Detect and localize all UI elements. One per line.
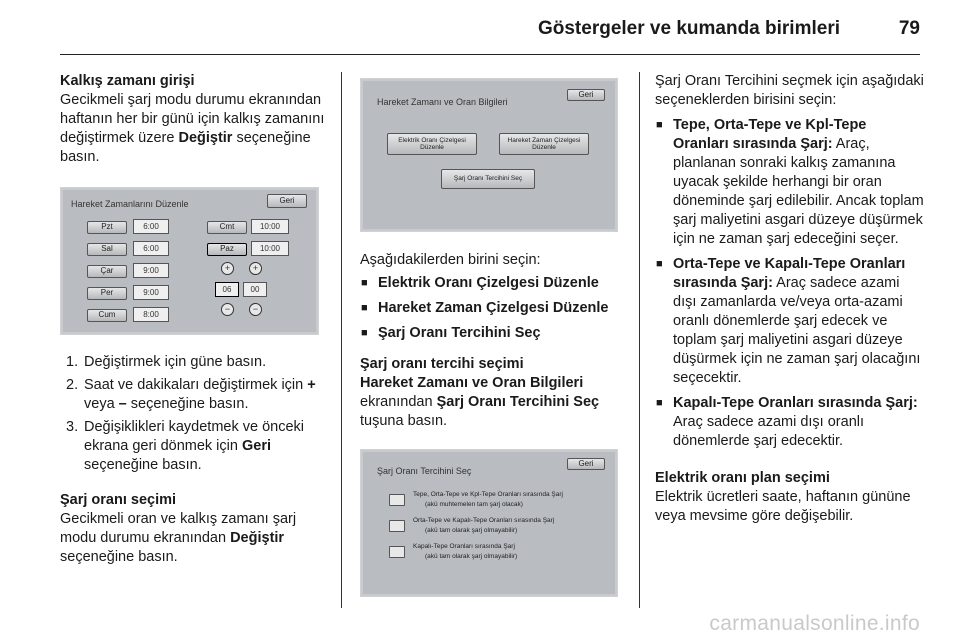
step-number: 1.: [66, 354, 79, 370]
bold-term: Şarj Oranı Tercihini Seç: [436, 394, 600, 410]
time-value: 10:00: [251, 241, 289, 256]
option-text: [413, 542, 517, 562]
option-list: [655, 116, 925, 451]
list-item: ■ Şarj Oranı Tercihini Seç: [360, 324, 626, 343]
paragraph: Elektrik ücretleri saate, haftanın gününe veya mevsime göre değişebilir.: [655, 489, 911, 524]
step-number: 3.: [66, 419, 79, 435]
section-heading: Elektrik oranı plan seçimi: [655, 470, 830, 486]
hour-value: 06: [215, 282, 239, 297]
step-number: 2.: [66, 377, 79, 393]
screen-title: Şarj Oranı Tercihini Seç: [377, 466, 472, 476]
list-item: ■ Elektrik Oranı Çizelgesi Düzenle: [360, 274, 626, 293]
text: seçeneğine basın.: [126, 396, 249, 412]
bold-term: Tepe, Orta-Tepe ve Kpl-Tepe Oranları sırasında Şarj:: [673, 117, 867, 152]
day-button-fri[interactable]: Cum: [87, 309, 127, 322]
time-value: 9:00: [133, 285, 169, 300]
screen-title: Hareket Zamanlarını Düzenle: [71, 199, 189, 209]
paragraph: [60, 91, 328, 167]
hour-minus-button[interactable]: −: [221, 303, 234, 316]
list-item: [655, 255, 925, 388]
day-button-thu[interactable]: Per: [87, 287, 127, 300]
day-button-wed[interactable]: Çar: [87, 265, 127, 278]
list-item: [655, 394, 925, 451]
list-item: [60, 418, 328, 475]
watermark: carmanualsonline.info: [709, 612, 920, 635]
time-value: 9:00: [133, 263, 169, 278]
steps-list: [60, 353, 328, 475]
bold-term: Hareket Zamanı ve Oran Bilgileri: [360, 375, 584, 391]
minute-plus-button[interactable]: +: [249, 262, 262, 275]
column-1: [60, 72, 328, 567]
option-note: (akü tam olarak şarj olmayabilir): [425, 527, 518, 534]
option-text: [413, 516, 554, 536]
section-heading: Kalkış zamanı girişi: [60, 73, 195, 89]
column-3: [655, 72, 925, 526]
option-label: Kapalı-Tepe Oranları sırasında Şarj: [413, 543, 515, 550]
screen-title: Hareket Zamanı ve Oran Bilgileri: [377, 97, 508, 107]
list-item: [60, 376, 328, 414]
option-note: (akü muhtemelen tam şarj olacak): [425, 501, 523, 508]
paragraph: [360, 374, 626, 431]
select-charge-rate-button[interactable]: Şarj Oranı Tercihini Seç: [441, 169, 535, 189]
list-item: [60, 353, 328, 372]
time-value: 6:00: [133, 241, 169, 256]
text: Gecikmeli oran ve kalkış zamanı şarj modu durumu ekranından: [60, 511, 297, 546]
list-item: ■ Hareket Zaman Çizelgesi Düzenle: [360, 299, 626, 318]
screen-rate-info: [360, 78, 618, 232]
text: veya: [84, 396, 119, 412]
text: Değiştirmek için güne basın.: [84, 354, 267, 370]
option-checkbox[interactable]: [389, 494, 405, 506]
day-button-tue[interactable]: Sal: [87, 243, 127, 256]
edit-rate-schedule-button[interactable]: Elektrik Oranı Çizelgesi Düzenle: [387, 133, 477, 155]
day-button-sat[interactable]: Cmt: [207, 221, 247, 234]
text: Araç sadece azami dışı zamanlarda ve/veya orta-azami oranlı dönemlerde şarj edecek ve toplam şarj maliyetini asgari düzeye düşürmek için ne zaman şarj olacağını seçecektir.: [673, 275, 921, 386]
option-checkbox[interactable]: [389, 546, 405, 558]
edit-departure-schedule-button[interactable]: Hareket Zaman Çizelgesi Düzenle: [499, 133, 589, 155]
option-text: [413, 490, 563, 510]
option-note: (akü tam olarak şarj olmayabilir): [425, 553, 518, 560]
back-button[interactable]: Geri: [267, 194, 307, 208]
minute-minus-button[interactable]: −: [249, 303, 262, 316]
paragraph: Aşağıdakilerden birini seçin:: [360, 252, 541, 268]
text: Değişiklikleri kaydetmek ve önceki ekrana geri dönmek için: [84, 419, 304, 454]
section-heading: Şarj oranı seçimi: [60, 492, 177, 508]
paragraph: Şarj Oranı Tercihini seçmek için aşağıdaki seçeneklerden birisini seçin:: [655, 73, 924, 108]
time-value: 10:00: [251, 219, 289, 234]
text: tuşuna basın.: [360, 413, 448, 429]
page-header: [60, 14, 920, 48]
text: seçeneğine basın.: [60, 549, 178, 565]
page-title: Göstergeler ve kumanda birimleri: [537, 18, 840, 39]
bold-term: Kapalı-Tepe Oranları sırasında Şarj:: [673, 395, 918, 411]
hour-plus-button[interactable]: +: [221, 262, 234, 275]
section-heading: Şarj oranı tercihi seçimi: [360, 356, 524, 372]
time-value: 6:00: [133, 219, 169, 234]
bold-term: –: [118, 396, 127, 412]
header-rule: [60, 54, 920, 55]
column-2: [360, 72, 626, 597]
bold-term: Değiştir: [230, 530, 285, 546]
bold-term: Geri: [241, 438, 271, 454]
bold-term: Değiştir: [178, 130, 233, 146]
back-button[interactable]: Geri: [567, 458, 605, 470]
text: seçeneğine basın.: [84, 457, 202, 473]
text: Gecikmeli şarj modu durumu ekranından haftanın her bir günü için kalkış zamanını değiştirmek üzere: [60, 92, 325, 146]
text: ekranından: [360, 394, 437, 410]
paragraph: [60, 510, 328, 567]
text: Araç sadece azami dışı oranlı dönemlerde şarj edecektir.: [673, 414, 865, 449]
screen-charge-preference: [360, 449, 618, 597]
page-number: 79: [898, 18, 920, 39]
column-divider: [639, 72, 640, 608]
text: seçeneğine basın.: [60, 130, 311, 165]
back-button[interactable]: Geri: [567, 89, 605, 101]
day-button-sun[interactable]: Paz: [207, 243, 247, 256]
time-value: 8:00: [133, 307, 169, 322]
option-checkbox[interactable]: [389, 520, 405, 532]
day-button-mon[interactable]: Pzt: [87, 221, 127, 234]
text: Araç, planlanan sonraki kalkış zamanına uyacak şekilde herhangi bir oran döneminde şarj edilebilir. Ancak toplam şarj maliyetini asgari düzeye düşürmek için ne zaman şarj edeceğini seçer.: [673, 136, 924, 247]
text: Saat ve dakikaları değiştirmek için: [84, 377, 308, 393]
list-item: [655, 116, 925, 249]
column-divider: [341, 72, 342, 608]
bold-term: Orta-Tepe ve Kapalı-Tepe Oranları sırasında Şarj:: [673, 256, 906, 291]
option-label: Tepe, Orta-Tepe ve Kpl-Tepe Oranları sırasında Şarj: [413, 491, 563, 498]
option-list: [360, 274, 626, 343]
option-label: Orta-Tepe ve Kapalı-Tepe Oranları sırasında Şarj: [413, 517, 555, 524]
bold-term: +: [307, 377, 316, 393]
minute-value: 00: [243, 282, 267, 297]
screen-departure-times: [60, 187, 319, 335]
